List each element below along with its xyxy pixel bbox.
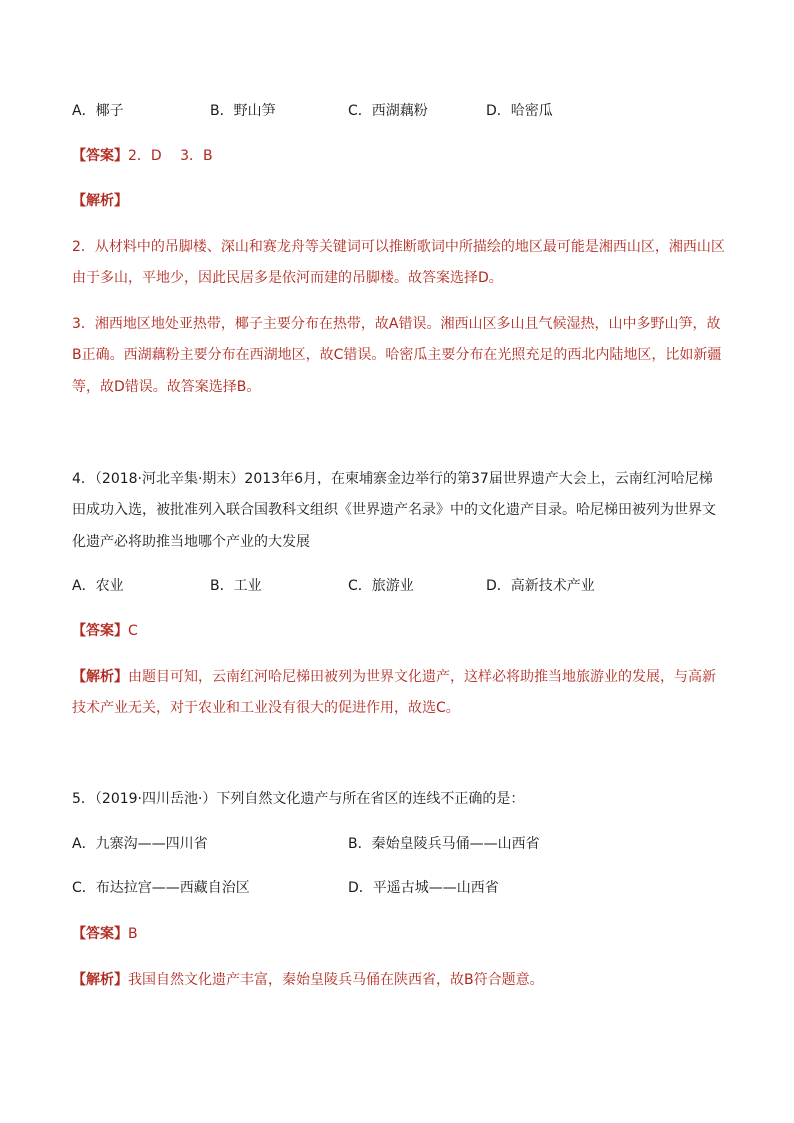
answer-value: 2．D 3．B	[128, 148, 213, 164]
option-a: A．农业	[72, 578, 124, 594]
question-stem-line: 4．（2018·河北辛集·期末）2013年6月，在柬埔寨金边举行的第37届世界遗产大会上，云南红河哈尼梯	[72, 471, 713, 487]
answer-value: C	[128, 623, 138, 639]
question-stem-line: 化遗产必将助推当地哪个产业的大发展	[72, 534, 310, 550]
option-d: D．哈密瓜	[486, 103, 553, 119]
analysis-text: 我国自然文化遗产丰富，秦始皇陵兵马俑在陕西省，故B符合题意。	[128, 972, 544, 988]
analysis-line: 3．湘西地区地处亚热带，椰子主要分布在热带，故A错误。湘西山区多山且气候湿热，山中多野山笋，故	[72, 316, 721, 332]
answer-line	[72, 621, 138, 641]
option-b: B．秦始皇陵兵马俑——山西省	[348, 836, 540, 852]
answer-label: 【答案】	[72, 148, 128, 164]
analysis-line: B正确。西湖藕粉主要分布在西湖地区，故C错误。哈密瓜主要分布在光照充足的西北内陆地区，比如新疆	[72, 347, 722, 363]
option-c: C．西湖藕粉	[348, 103, 428, 119]
option-c: C．布达拉宫——西藏自治区	[72, 880, 250, 896]
analysis-label: 【解析】	[72, 669, 128, 685]
option-a: A．椰子	[72, 103, 124, 119]
analysis-line	[72, 970, 544, 990]
option-d: D．高新技术产业	[486, 578, 595, 594]
analysis-text: 由题目可知，云南红河哈尼梯田被列为世界文化遗产，这样必将助推当地旅游业的发展，与高新	[128, 669, 716, 685]
analysis-line: 2．从材料中的吊脚楼、深山和赛龙舟等关键词可以推断歌词中所描绘的地区最可能是湘西山区，湘西山区	[72, 239, 725, 255]
question-stem: 5．（2019·四川岳池·）下列自然文化遗产与所在省区的连线不正确的是：	[72, 791, 525, 807]
analysis-line: 技术产业无关，对于农业和工业没有很大的促进作用，故选C。	[72, 700, 460, 716]
analysis-label: 【解析】	[72, 193, 128, 209]
option-a: A．九寨沟——四川省	[72, 836, 208, 852]
option-b: B．野山笋	[210, 103, 276, 119]
analysis-label: 【解析】	[72, 972, 128, 988]
option-d: D．平遥古城——山西省	[348, 880, 499, 896]
answer-line	[72, 924, 138, 944]
option-c: C．旅游业	[348, 578, 414, 594]
answer-line	[72, 146, 213, 166]
analysis-line	[72, 667, 716, 687]
analysis-line: 等，故D错误。故答案选择B。	[72, 379, 261, 395]
analysis-line: 由于多山，平地少，因此民居多是依河而建的吊脚楼。故答案选择D。	[72, 270, 503, 286]
answer-value: B	[128, 926, 138, 942]
answer-label: 【答案】	[72, 926, 128, 942]
question-stem-line: 田成功入选，被批准列入联合国教科文组织《世界遗产名录》中的文化遗产目录。哈尼梯田被列为世界文	[72, 502, 716, 518]
option-b: B．工业	[210, 578, 262, 594]
answer-label: 【答案】	[72, 623, 128, 639]
